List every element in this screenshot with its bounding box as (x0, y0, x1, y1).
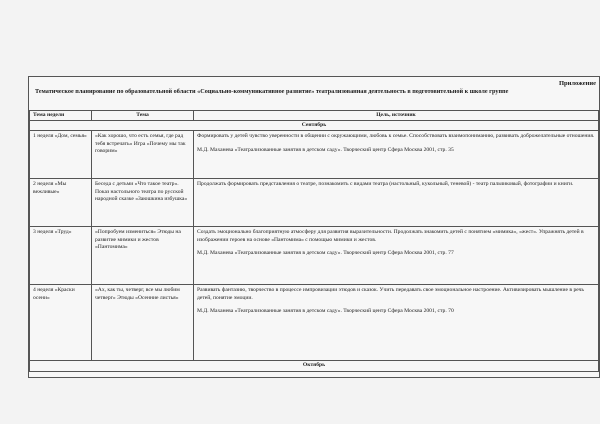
goal-text: Формировать у детей чувство уверенности в общении с окружающими, любовь к семье. Способствовать взаимопониманию, развивать доброжелательные отношения. (197, 133, 595, 140)
source-text: М.Д. Маханева «Театрализованные занятия в детском саду». Творческий центр Сфера Москва 2001, стр. 77 (197, 249, 454, 256)
month-row-september (30, 121, 599, 131)
planning-table (29, 110, 599, 372)
table-row (30, 227, 599, 285)
week-cell: 4 неделя «Краски осени» (30, 285, 92, 361)
document-sheet (28, 76, 600, 378)
month-label: Октябрь (30, 361, 599, 371)
goal-text: Продолжать формировать представления о театре, познакомить с видами театра (настольный, кукольный, теневой) - театр пальчиковый, фотографии и книги. (197, 181, 574, 188)
source-text: М.Д. Маханева «Театрализованные занятия в детском саду». Творческий центр Сфера Москва 2001, стр. 35 (197, 146, 454, 153)
source-text: М.Д. Маханева «Театрализованные занятия в детском саду». Творческий центр Сфера Москва 2001, стр. 70 (197, 307, 454, 314)
topic-cell: «Как хорошо, что есть семья, где рад тебя встречать» Игра «Почему мы так говорим» (92, 131, 194, 179)
goal-cell (194, 227, 599, 285)
table-row (30, 131, 599, 179)
column-header-week: Тема недели (30, 111, 92, 121)
goal-cell (194, 179, 599, 227)
document-heading: Тематическое планирование по образовательной области «Социально-коммуникативное развитие» театрализованная деятельность в подготовительной к школе группе (35, 88, 509, 95)
table-row (30, 285, 599, 361)
topic-cell: «Ах, как ты, четверг, все мы любим четверг» Этюды «Осенние листья» (92, 285, 194, 361)
month-label: Сентябрь (30, 121, 599, 131)
goal-cell (194, 131, 599, 179)
month-row-october (30, 361, 599, 371)
week-cell: 2 неделя «Мы вежливые» (30, 179, 92, 227)
column-header-topic: Тема (92, 111, 194, 121)
goal-text: Развивать фантазию, творчество в процессе импровизации этюдов и сказок. Учить передавать свое эмоциональное настроение. Активизировать мышление в речь детей, понятие эмоции. (197, 287, 584, 301)
week-cell: 3 неделя «Труд» (30, 227, 92, 285)
goal-text: Создать эмоционально благоприятную атмосферу для развития выразительности. Продолжать знакомить детей с понятием «мимика», «жест». Упражнять детей в изображении героев на основе «Пантомима» с помощью мимики и жестов. (197, 229, 584, 243)
table-row (30, 179, 599, 227)
column-header-goal: Цель, источник (194, 111, 599, 121)
week-cell: 1 неделя «Дом, семья» (30, 131, 92, 179)
table-header-row (30, 111, 599, 121)
goal-cell (194, 285, 599, 361)
appendix-label: Приложение (558, 80, 596, 87)
topic-cell: Беседа с детьми «Что такое театр». Показ настольного театра по русской народной сказке «Заюшкина избушка» (92, 179, 194, 227)
topic-cell: «Попробуем измениться» Этюды на развитие мимики и жестов «Пантомима» (92, 227, 194, 285)
